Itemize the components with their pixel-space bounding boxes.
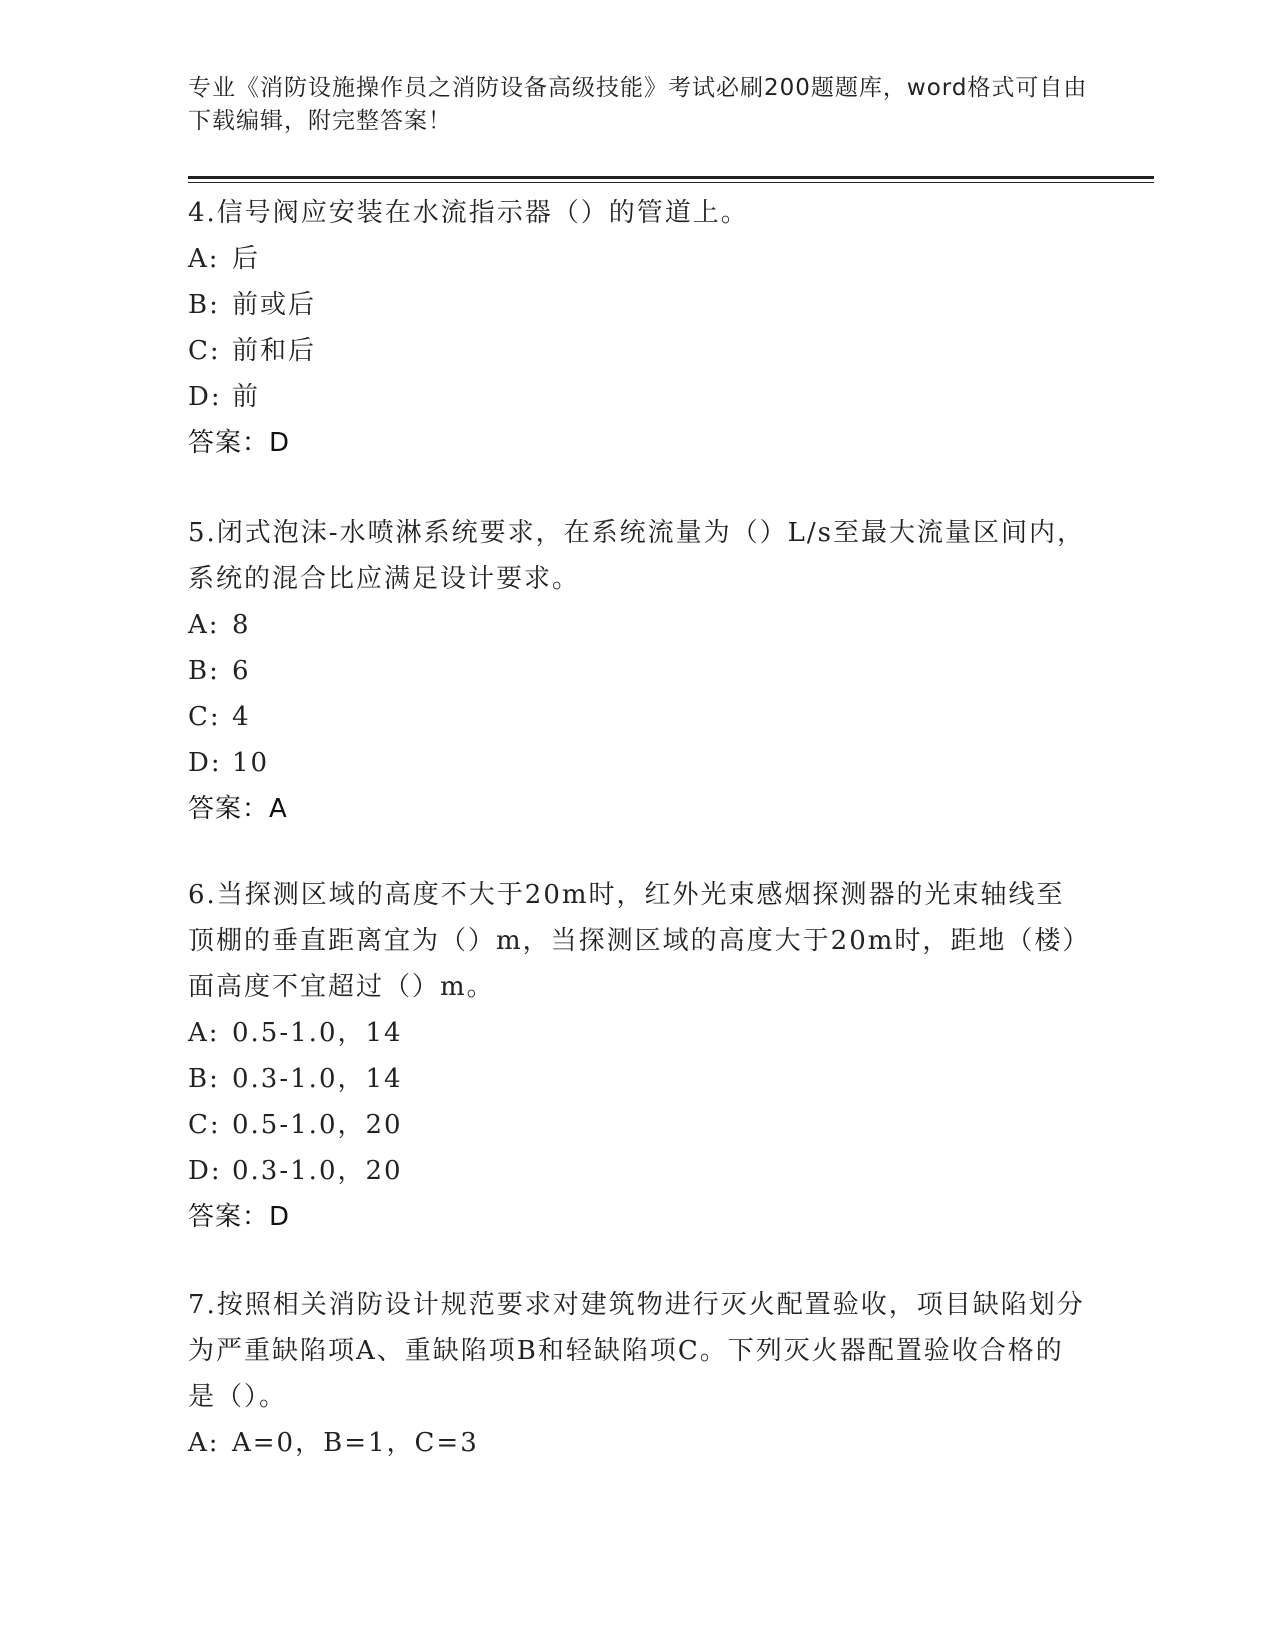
option-b <box>188 1056 1088 1102</box>
question-stem: 4.信号阀应安装在水流指示器（）的管道上。 <box>188 198 749 228</box>
option-text: 0.3-1.0，14 <box>232 1064 403 1094</box>
answer-line: 答案：A <box>188 794 288 824</box>
option-text: 6 <box>232 656 251 686</box>
option-letter: A: <box>188 1018 220 1048</box>
option-d <box>188 1148 1088 1194</box>
option-text: 后 <box>232 244 261 274</box>
option-text: 0.5-1.0，14 <box>232 1018 403 1048</box>
option-a <box>188 1010 1088 1056</box>
option-d <box>188 374 1088 420</box>
option-c <box>188 328 1088 374</box>
question-stem: 6.当探测区域的高度不大于20m时，红外光束感烟探测器的光束轴线至顶棚的垂直距离宜为（）m，当探测区域的高度大于20m时，距地（楼）面高度不宜超过（）m。 <box>188 880 1078 1002</box>
option-c <box>188 694 1088 740</box>
option-a <box>188 236 1088 282</box>
answer-line: 答案：D <box>188 1202 291 1232</box>
option-letter: D: <box>188 382 222 412</box>
option-text: 8 <box>232 610 251 640</box>
option-d <box>188 740 1088 786</box>
header-divider-thin <box>188 182 1154 183</box>
option-letter: B: <box>188 656 220 686</box>
question-5 <box>188 510 1088 832</box>
option-text: 前 <box>232 382 261 412</box>
question-7 <box>188 1282 1088 1466</box>
option-letter: B: <box>188 290 220 320</box>
document-header: 专业《消防设施操作员之消防设备高级技能》考试必刷200题题库，word格式可自由下载编辑，附完整答案！ <box>188 75 1088 134</box>
header-divider-thick <box>188 176 1154 179</box>
option-letter: A: <box>188 1428 220 1458</box>
option-letter: D: <box>188 1156 222 1186</box>
question-6 <box>188 872 1088 1240</box>
option-letter: C: <box>188 702 221 732</box>
option-a <box>188 602 1088 648</box>
option-text: 4 <box>232 702 251 732</box>
option-letter: D: <box>188 748 222 778</box>
option-letter: B: <box>188 1064 220 1094</box>
option-letter: A: <box>188 610 220 640</box>
option-letter: C: <box>188 336 221 366</box>
option-b <box>188 282 1088 328</box>
answer-line: 答案：D <box>188 428 291 458</box>
option-text: A=0，B=1，C=3 <box>232 1428 479 1458</box>
option-letter: A: <box>188 244 220 274</box>
option-b <box>188 648 1088 694</box>
question-4 <box>188 190 1088 466</box>
option-text: 0.3-1.0，20 <box>232 1156 403 1186</box>
option-a <box>188 1420 1088 1466</box>
option-text: 10 <box>232 748 270 778</box>
option-text: 前和后 <box>232 336 317 366</box>
option-text: 0.5-1.0，20 <box>232 1110 403 1140</box>
question-stem: 7.按照相关消防设计规范要求对建筑物进行灭火配置验收，项目缺陷划分为严重缺陷项A、重缺陷项B和轻缺陷项C。下列灭火器配置验收合格的是（）。 <box>188 1290 1085 1412</box>
option-letter: C: <box>188 1110 221 1140</box>
question-stem: 5.闭式泡沫-水喷淋系统要求，在系统流量为（）L/s至最大流量区间内，系统的混合比应满足设计要求。 <box>188 518 1085 594</box>
option-text: 前或后 <box>232 290 317 320</box>
option-c <box>188 1102 1088 1148</box>
